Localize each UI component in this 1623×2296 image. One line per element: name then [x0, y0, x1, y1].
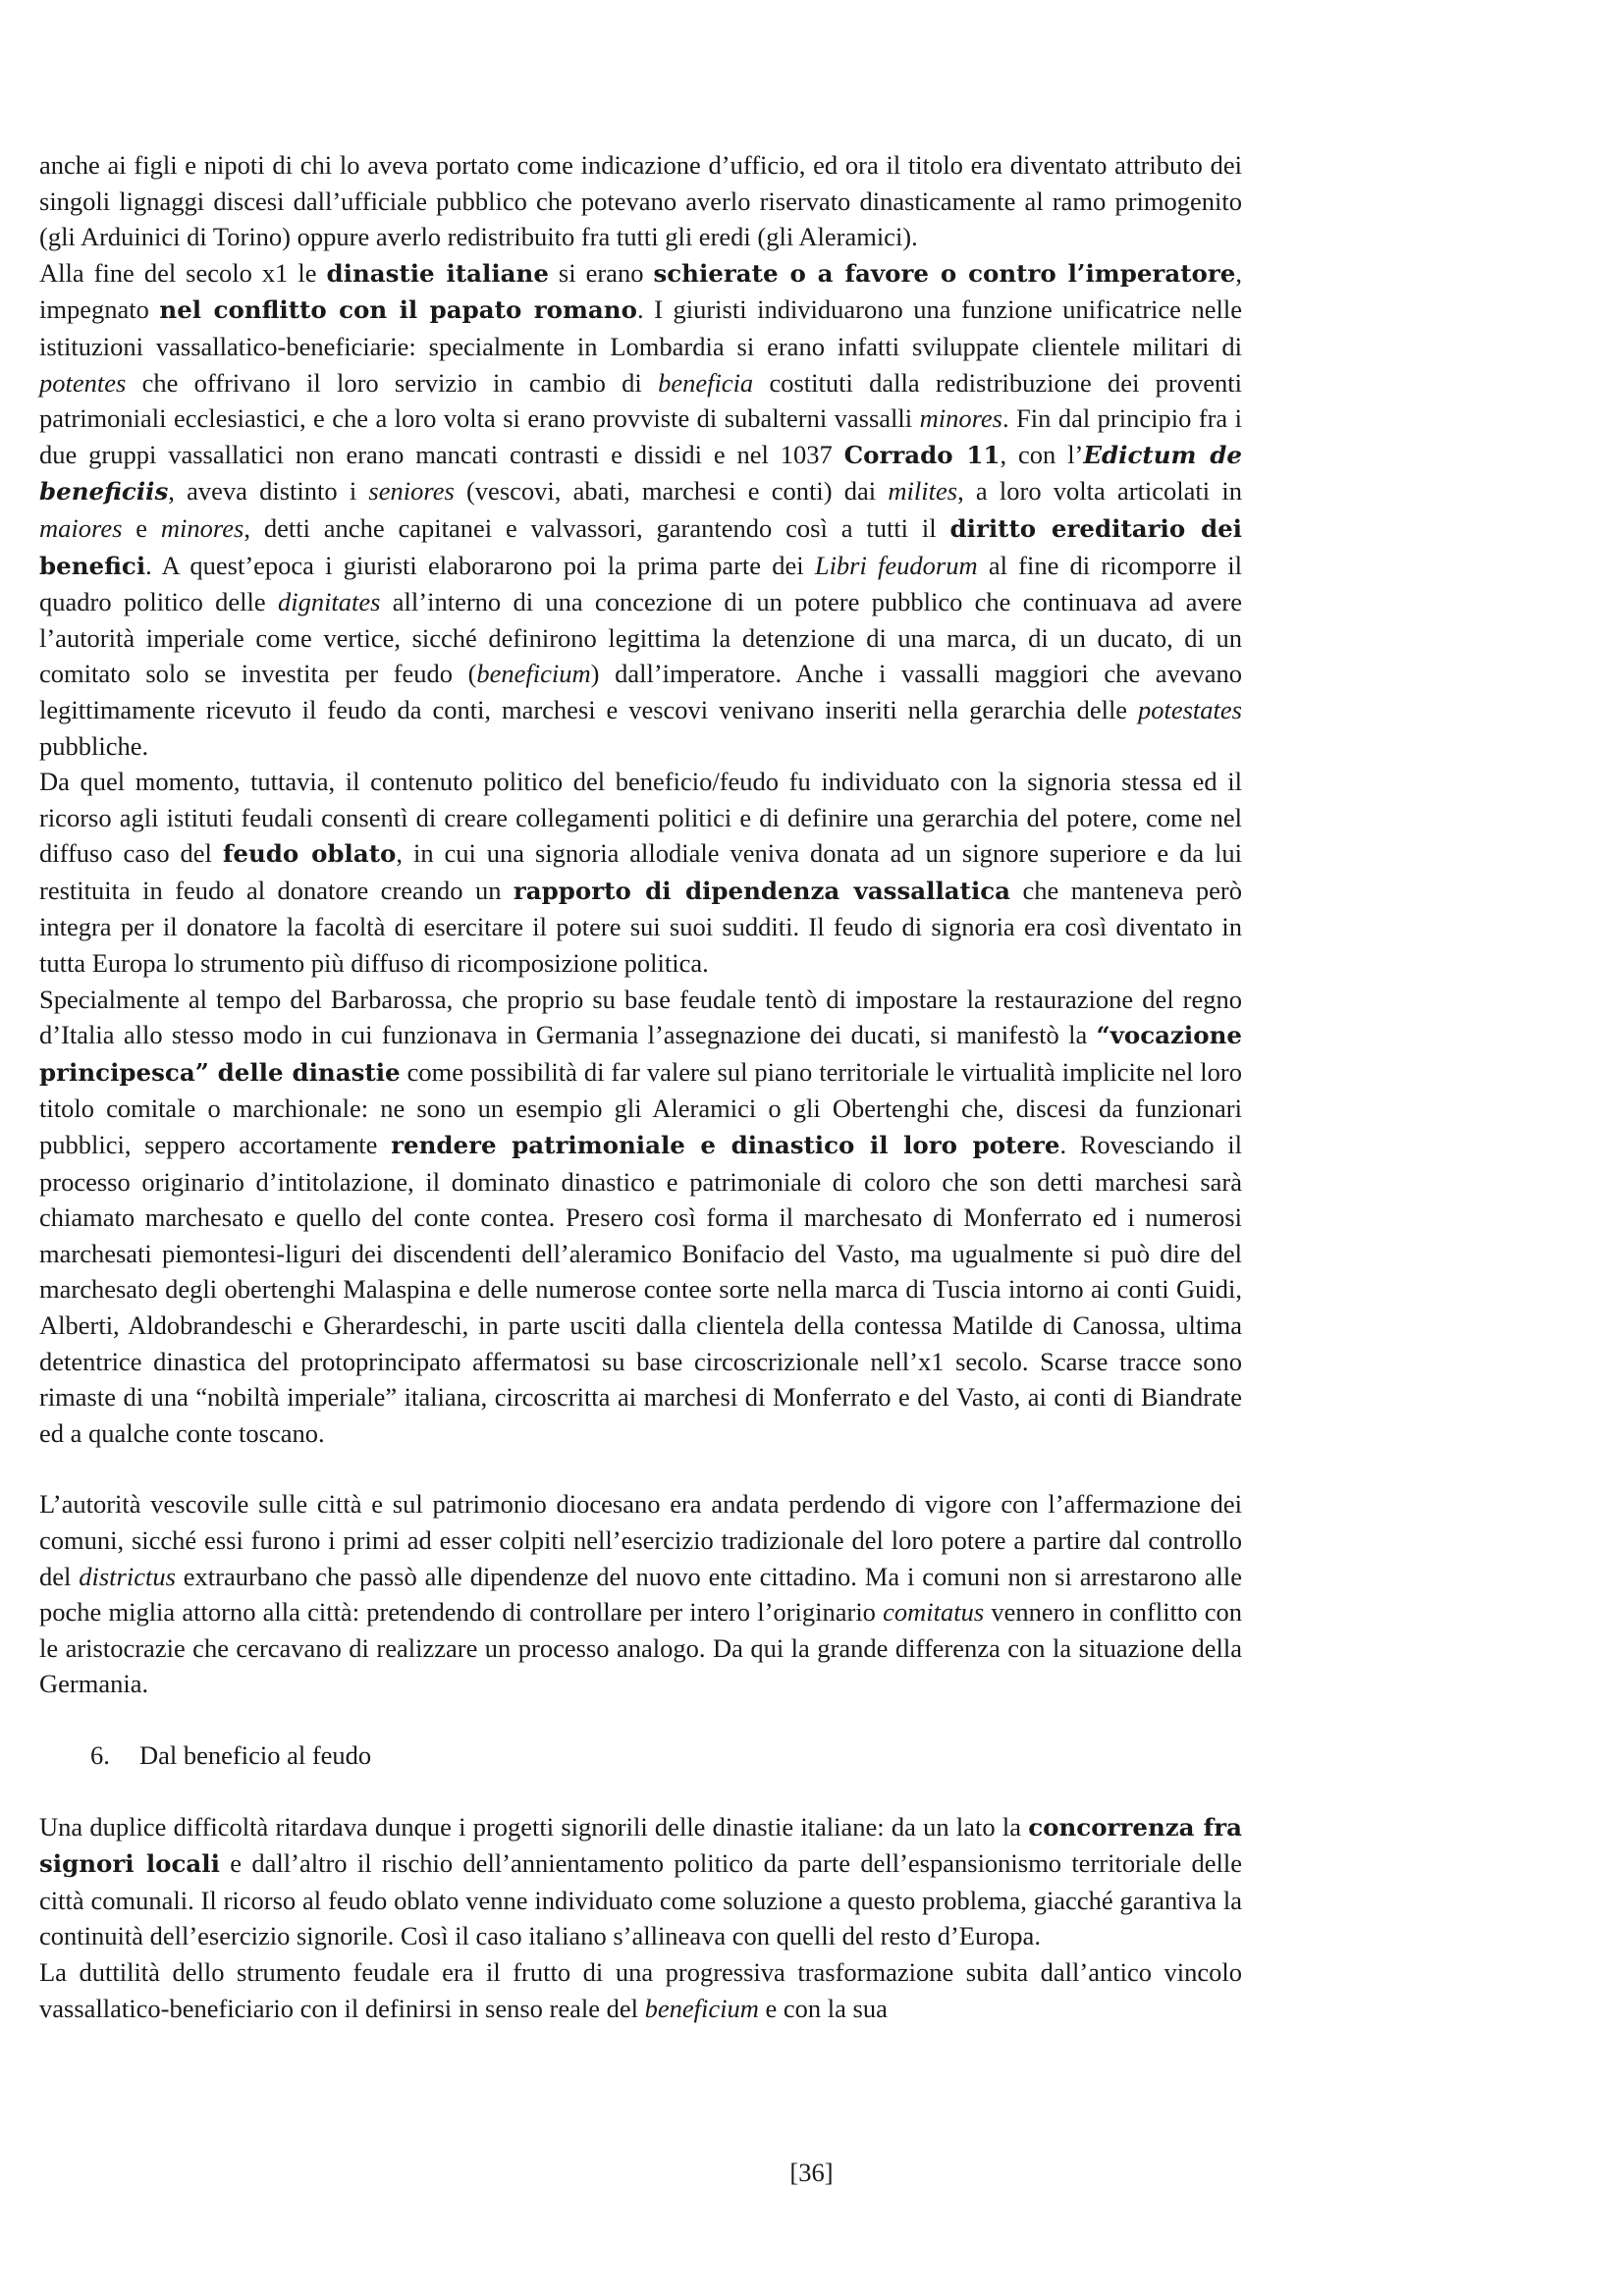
bold-phrase: nel conflitto con il papato romano: [159, 295, 637, 325]
italic-term: districtus: [79, 1561, 176, 1591]
text-run: anche ai figli e nipoti di chi lo aveva portato come indicazione d’ufficio, ed ora il titolo era diventato attributo dei singoli lignaggi discesi dall’ufficiale pubblico che potevano averlo riservato dinasticamente al ramo primogenito (gli Arduinici di Torino) oppure averlo redistribuito fra tutti gli eredi (gli Aleramici).: [39, 150, 1242, 252]
italic-term: minores: [919, 403, 1002, 434]
text-run: si erano: [548, 257, 654, 288]
paragraph-4: [39, 982, 1242, 1452]
paragraph-2: [39, 255, 1242, 764]
paragraph-6: [39, 1809, 1242, 1954]
text-run: costituti dalla redistribuzione dei proventi patrimoniali ecclesiastici, e che a loro volta si erano provviste di subalterni vassalli: [39, 367, 1242, 434]
paragraph-1: [39, 147, 1242, 255]
text-run: . I giuristi individuarono una funzione unificatrice nelle istituzioni vassallatico-beneficiarie: specialmente in Lombardia si erano infatti sviluppate clientele militari di: [39, 294, 1242, 361]
text-run: pubbliche.: [39, 730, 149, 761]
text-run: Da quel momento, tuttavia, il contenuto politico del beneficio/feudo fu individuato con la signoria stessa ed il ricorso agli istituti feudali consentì di creare collegamenti politici e di definire una gerarchia del potere, come nel diffuso caso del: [39, 767, 1242, 869]
section-heading: [39, 1737, 1242, 1774]
bold-phrase: feudo oblato: [222, 839, 397, 869]
text-run: che manteneva però integra per il donatore la facoltà di esercitare il potere sui suoi sudditi. Il feudo di signoria era così diventato in tutta Europa lo strumento più diffuso di ricomposizione politica.: [39, 875, 1242, 979]
italic-term: potestates: [1138, 694, 1242, 724]
italic-term: seniores: [368, 476, 455, 507]
italic-term: beneficium: [644, 1993, 759, 2023]
section-title: Dal beneficio al feudo: [139, 1739, 372, 1770]
italic-term: dignitates: [277, 587, 381, 617]
text-run: L’autorità vescovile sulle città e sul patrimonio diocesano era andata perdendo di vigore con l’affermazione dei comuni, sicché essi furono i primi ad esser colpiti nell’esercizio tradizionale del loro potere a partire dal controllo del: [39, 1489, 1242, 1591]
bold-phrase: schierate o a favore o contro l’imperatore: [653, 258, 1236, 288]
text-run: , detti anche capitanei e valvassori, garantendo così a tutti il: [243, 512, 950, 543]
text-run: Alla fine del secolo x1 le: [39, 257, 327, 288]
bold-phrase: rapporto di dipendenza vassallatica: [513, 876, 1011, 905]
bold-phrase: “vocazione principesca” delle dinastie: [39, 1021, 1242, 1087]
paragraph-7: [39, 1954, 1242, 2026]
paragraph-5: [39, 1486, 1242, 1702]
text-run: e dall’altro il rischio dell’annientamento politico da parte dell’espansionismo territoriale delle città comunali. Il ricorso al feudo oblato venne individuato come soluzione a questo problema, giacché garantiva la continuità dell’esercizio signorile. Così il caso italiano s’allineava con quelli del resto d’Europa.: [39, 1848, 1242, 1951]
text-run: , aveva distinto i: [168, 476, 369, 507]
italic-term: comitatus: [883, 1597, 985, 1628]
text-run: extraurbano che passò alle dipendenze del nuovo ente cittadino. Ma i comuni non si arrestarono alle poche miglia attorno alla città: pretendendo di controllare per intero l’originario: [39, 1561, 1243, 1628]
text-run: e con la sua: [758, 1993, 888, 2023]
italic-term: minores: [160, 512, 244, 543]
text-run: vennero in conflitto con le aristocrazie che cercavano di realizzare un processo analogo. Da qui la grande differenza con la situazione della Germania.: [39, 1597, 1243, 1699]
bold-phrase: dinastie italiane: [326, 258, 549, 288]
italic-term: Libri feudorum: [814, 550, 978, 580]
page-number: [36]: [789, 2158, 834, 2187]
text-run: e: [122, 512, 161, 543]
italic-term: beneficia: [658, 367, 754, 398]
italic-term: milites: [888, 476, 958, 507]
paragraph-3: [39, 764, 1242, 982]
text-run: che offrivano il loro servizio in cambio di: [126, 367, 659, 398]
bold-phrase: diritto ereditario dei benefici: [39, 513, 1242, 580]
text-run: , in cui una signoria allodiale veniva donata ad un signore superiore e da lui restituita in feudo al donatore creando un: [39, 838, 1242, 905]
text-run: all’interno di una concezione di un potere pubblico che continuava ad avere l’autorità imperiale come vertice, sicché definirono legittima la detenzione di una marca, di un ducato, di un comitato solo se investita per feudo (: [39, 587, 1242, 689]
text-run: La duttilità dello strumento feudale era il frutto di una progressiva trasformazione subita dall’antico vincolo vassallatico-beneficiario con il definirsi in senso reale del: [39, 1956, 1242, 2023]
text-run: . A quest’epoca i giuristi elaborarono poi la prima parte dei: [145, 550, 815, 580]
text-run: ) dall’imperatore. Anche i vassalli maggiori che avevano legittimamente ricevuto il feudo da conti, marchesi e vescovi venivano inseriti nella gerarchia delle: [39, 659, 1242, 724]
text-run: al fine di ricomporre il quadro politico delle: [39, 550, 1242, 617]
body-text: [39, 147, 1242, 2026]
section-number: 6.: [90, 1739, 110, 1770]
italic-term: beneficium: [476, 659, 591, 689]
text-run: . Fin dal principio fra i due gruppi vassallatici non erano mancati contrasti e dissidi e nel 1037: [39, 403, 1242, 469]
italic-term: potentes: [39, 367, 127, 398]
text-run: come possibilità di far valere sul piano territoriale le virtualità implicite nel loro titolo comitale o marchionale: ne sono un esempio gli Aleramici o gli Obertenghi che, discesi da funzionari pubblici, seppero accortamente: [39, 1056, 1242, 1160]
text-run: (vescovi, abati, marchesi e conti) dai: [454, 476, 889, 507]
text-run: Una duplice difficoltà ritardava dunque i progetti signorili delle dinastie italiane: da un lato la: [39, 1811, 1029, 1842]
italic-term: Edictum de beneficiis: [39, 440, 1242, 507]
bold-phrase: rendere patrimoniale e dinastico il loro potere: [391, 1131, 1060, 1160]
bold-phrase: concorrenza fra signori locali: [39, 1812, 1242, 1879]
text-run: , con l’: [1000, 439, 1084, 469]
bold-phrase: Corrado 11: [843, 440, 1001, 469]
italic-term: maiores: [39, 512, 123, 543]
text-run: , impegnato: [39, 257, 1242, 325]
text-run: Specialmente al tempo del Barbarossa, che proprio su base feudale tentò di impostare la restaurazione del regno d’Italia allo stesso modo in cui funzionava in Germania l’assegnazione dei ducati, si manifestò la: [39, 984, 1242, 1050]
text-run: . Rovesciando il processo originario d’intitolazione, il dominato dinastico e patrimoniale di coloro che son detti marchesi sarà chiamato marchesato e quello del conte contea. Presero così forma il marchesato di Monferrato ed i numerosi marchesati piemontesi-liguri dei discendenti dell’aleramico Bonifacio del Vasto, ma ugualmente si può dire del marchesato degli obertenghi Malaspina e delle numerose contee sorte nella marca di Tuscia intorno ai conti Guidi, Alberti, Aldobrandeschi e Gherardeschi, in parte usciti dalla clientela della contessa Matilde di Canossa, ultima detentrice dinastica del protoprincipato affermatosi su base circoscrizionale nell’x1 secolo. Scarse tracce sono rimaste di una “nobiltà imperiale” italiana, circoscritta ai marchesi di Monferrato e del Vasto, ai conti di Biandrate ed a qualche conte toscano.: [39, 1130, 1242, 1448]
text-run: , a loro volta articolati in: [957, 476, 1242, 507]
